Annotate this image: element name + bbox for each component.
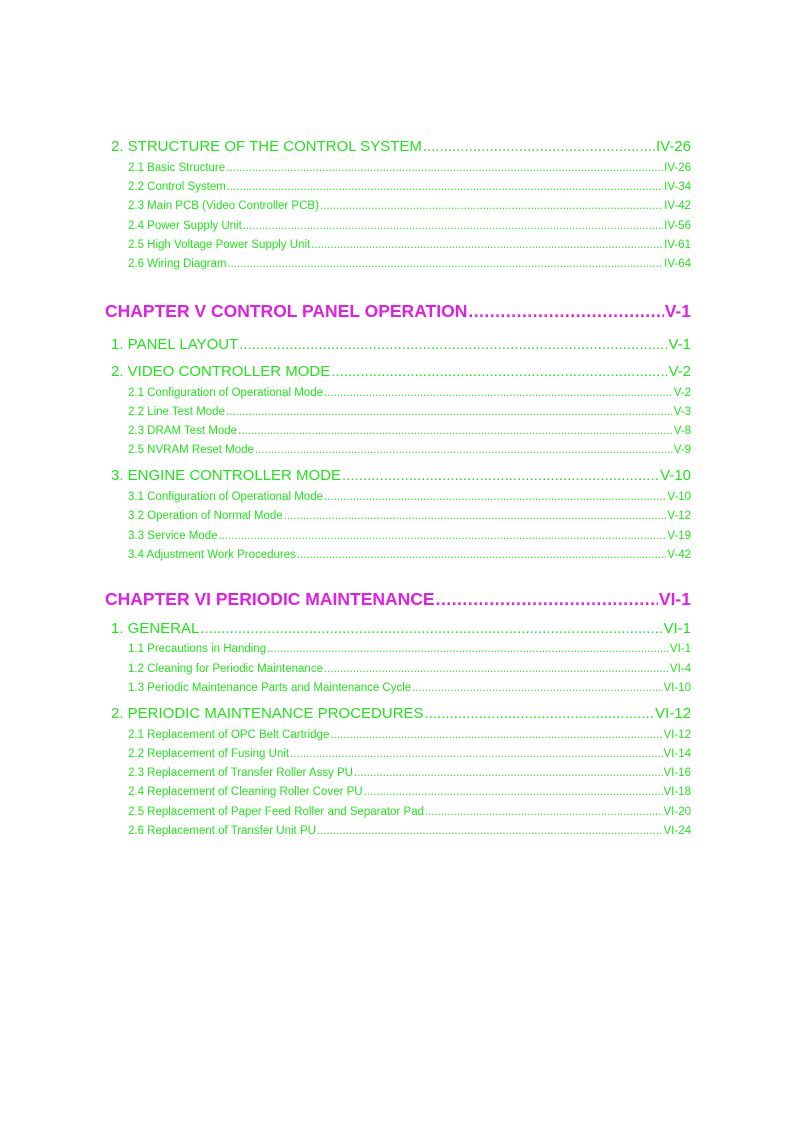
dot-leader: [330, 729, 662, 741]
page-number: VI-16: [663, 767, 691, 779]
entry-title: 2.2 Control System: [128, 181, 226, 193]
subsection-entry[interactable]: [128, 258, 691, 270]
dot-leader: [290, 748, 662, 760]
subsection-entry[interactable]: [128, 406, 691, 418]
dot-leader: [425, 806, 663, 818]
subsection-entry[interactable]: [128, 425, 691, 437]
page-number: V-8: [673, 425, 691, 437]
page-number: V-10: [660, 467, 691, 484]
entry-title: 1.3 Periodic Maintenance Parts and Maintenance Cycle: [128, 682, 412, 694]
page-number: IV-34: [664, 181, 691, 193]
page-number: VI-1: [658, 589, 691, 609]
page-number: V-10: [667, 491, 691, 503]
entry-title: 2.6 Wiring Diagram: [128, 258, 227, 270]
section-entry[interactable]: [111, 336, 691, 353]
entry-title: 3.3 Service Mode: [128, 530, 218, 542]
section-entry[interactable]: [111, 705, 691, 722]
dot-leader: [227, 181, 663, 193]
subsection-entry[interactable]: [128, 806, 691, 818]
dot-leader: [412, 682, 662, 694]
entry-title: 2.5 High Voltage Power Supply Unit: [128, 239, 311, 251]
dot-leader: [468, 301, 663, 322]
subsection-entry[interactable]: [128, 220, 691, 232]
page-number: VI-18: [663, 786, 691, 798]
dot-leader: [297, 549, 666, 561]
page-number: VI-12: [655, 705, 691, 722]
entry-title: 2.3 Replacement of Transfer Roller Assy PU: [128, 767, 353, 779]
dot-leader: [423, 138, 655, 155]
subsection-entry[interactable]: [128, 530, 691, 542]
subsection-entry[interactable]: [128, 200, 691, 212]
page-number: V-2: [673, 387, 691, 399]
entry-title: 2. STRUCTURE OF THE CONTROL SYSTEM: [111, 138, 422, 155]
chapter-heading[interactable]: [105, 301, 691, 322]
section-entry[interactable]: [111, 363, 691, 380]
subsection-entry[interactable]: [128, 239, 691, 251]
entry-title: 2. PERIODIC MAINTENANCE PROCEDURES: [111, 705, 424, 722]
page-number: V-2: [668, 363, 691, 380]
page-number: V-19: [667, 530, 691, 542]
subsection-entry[interactable]: [128, 181, 691, 193]
entry-title: 3. ENGINE CONTROLLER MODE: [111, 467, 342, 484]
page-number: VI-4: [669, 663, 691, 675]
subsection-entry[interactable]: [128, 643, 691, 655]
entry-title: 1. PANEL LAYOUT: [111, 336, 239, 353]
chapter-heading[interactable]: [105, 589, 691, 610]
page-number: VI-1: [669, 643, 691, 655]
page-number: VI-24: [663, 825, 691, 837]
dot-leader: [320, 200, 663, 212]
dot-leader: [226, 162, 663, 174]
page-number: IV-26: [664, 162, 691, 174]
page-number: IV-26: [655, 138, 691, 155]
dot-leader: [324, 491, 666, 503]
page-number: VI-12: [663, 729, 691, 741]
dot-leader: [436, 589, 658, 610]
subsection-entry[interactable]: [128, 767, 691, 779]
dot-leader: [200, 620, 662, 637]
page-number: IV-64: [664, 258, 691, 270]
page-number: V-9: [673, 444, 691, 456]
entry-title: 2.6 Replacement of Transfer Unit PU: [128, 825, 316, 837]
page-number: V-1: [664, 301, 691, 321]
dot-leader: [324, 387, 673, 399]
dot-leader: [324, 663, 669, 675]
subsection-entry[interactable]: [128, 510, 691, 522]
dot-leader: [255, 444, 673, 456]
subsection-entry[interactable]: [128, 786, 691, 798]
page-number: VI-1: [663, 620, 691, 637]
entry-title: 2. VIDEO CONTROLLER MODE: [111, 363, 331, 380]
subsection-entry[interactable]: [128, 444, 691, 456]
dot-leader: [311, 239, 663, 251]
subsection-entry[interactable]: [128, 825, 691, 837]
page-number: IV-61: [664, 239, 691, 251]
page-number: IV-56: [664, 220, 691, 232]
entry-title: 3.1 Configuration of Operational Mode: [128, 491, 323, 503]
entry-title: 1.1 Precautions in Handing: [128, 643, 267, 655]
subsection-entry[interactable]: [128, 748, 691, 760]
page-number: IV-42: [664, 200, 691, 212]
entry-title: 2.1 Basic Structure: [128, 162, 226, 174]
page-number: V-1: [668, 336, 691, 353]
page-number: V-12: [667, 510, 691, 522]
entry-title: CHAPTER VI PERIODIC MAINTENANCE: [105, 589, 435, 609]
subsection-entry[interactable]: [128, 162, 691, 174]
page-number: V-42: [667, 549, 691, 561]
entry-title: 2.1 Configuration of Operational Mode: [128, 387, 323, 399]
page-number: VI-20: [663, 806, 691, 818]
subsection-entry[interactable]: [128, 729, 691, 741]
entry-title: 1.2 Cleaning for Periodic Maintenance: [128, 663, 323, 675]
entry-title: CHAPTER V CONTROL PANEL OPERATION: [105, 301, 468, 321]
dot-leader: [267, 643, 669, 655]
subsection-entry[interactable]: [128, 549, 691, 561]
page-number: VI-10: [663, 682, 691, 694]
entry-title: 2.5 Replacement of Paper Feed Roller and Separator Pad: [128, 806, 424, 818]
dot-leader: [243, 220, 663, 232]
dot-leader: [238, 425, 673, 437]
dot-leader: [342, 467, 659, 484]
entry-title: 2.2 Replacement of Fusing Unit: [128, 748, 290, 760]
entry-title: 1. GENERAL: [111, 620, 200, 637]
subsection-entry[interactable]: [128, 663, 691, 675]
entry-title: 2.4 Power Supply Unit: [128, 220, 242, 232]
dot-leader: [227, 258, 663, 270]
page-number: V-3: [673, 406, 691, 418]
dot-leader: [284, 510, 667, 522]
dot-leader: [226, 406, 673, 418]
section-entry[interactable]: [111, 138, 691, 155]
dot-leader: [331, 363, 667, 380]
dot-leader: [239, 336, 667, 353]
subsection-entry[interactable]: [128, 491, 691, 503]
dot-leader: [425, 705, 655, 722]
section-entry[interactable]: [111, 620, 691, 637]
entry-title: 3.4 Adjustment Work Procedures: [128, 549, 296, 561]
subsection-entry[interactable]: [128, 387, 691, 399]
dot-leader: [317, 825, 663, 837]
entry-title: 2.4 Replacement of Cleaning Roller Cover PU: [128, 786, 363, 798]
entry-title: 2.2 Line Test Mode: [128, 406, 225, 418]
subsection-entry[interactable]: [128, 682, 691, 694]
dot-leader: [364, 786, 663, 798]
dot-leader: [219, 530, 667, 542]
entry-title: 3.2 Operation of Normal Mode: [128, 510, 283, 522]
entry-title: 2.1 Replacement of OPC Belt Cartridge: [128, 729, 330, 741]
entry-title: 2.5 NVRAM Reset Mode: [128, 444, 254, 456]
section-entry[interactable]: [111, 467, 691, 484]
page-number: VI-14: [663, 748, 691, 760]
dot-leader: [354, 767, 663, 779]
entry-title: 2.3 Main PCB (Video Controller PCB): [128, 200, 319, 212]
entry-title: 2.3 DRAM Test Mode: [128, 425, 238, 437]
